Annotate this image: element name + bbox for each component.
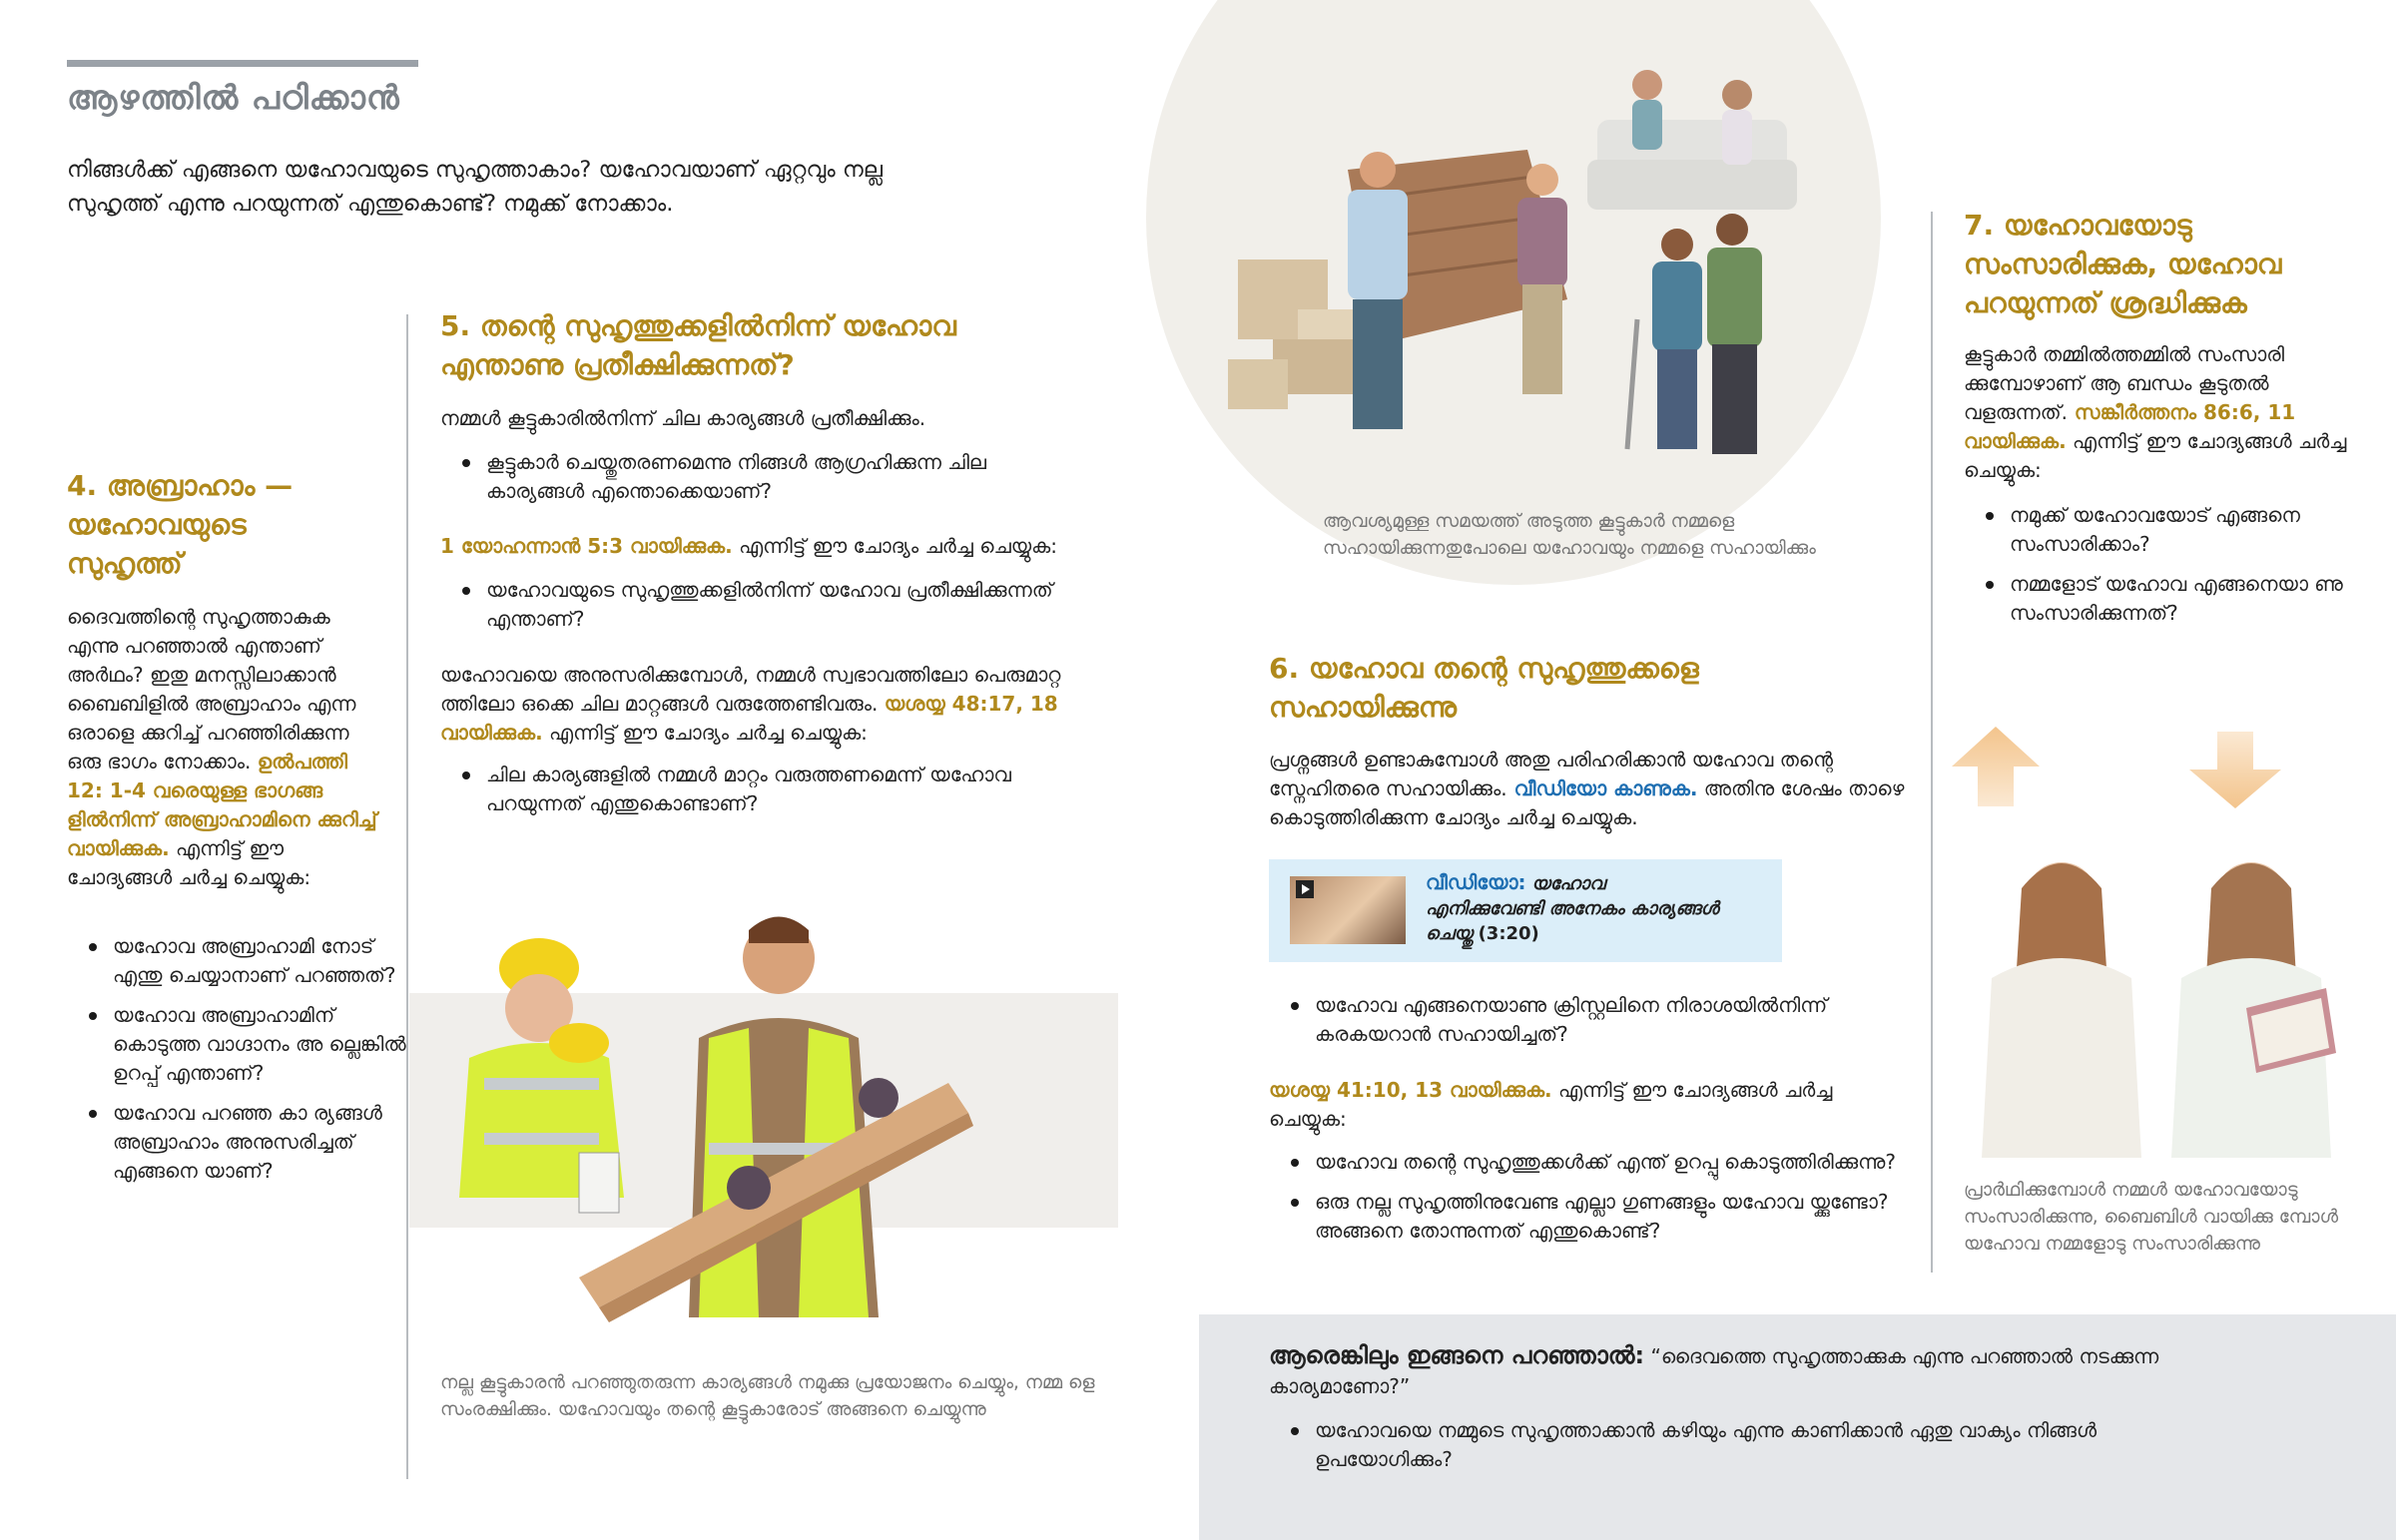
section7-paragraph xyxy=(1964,340,2348,485)
section5-question-list xyxy=(440,576,1085,645)
instruction-text: എന്നിട്ട് ഈ ചോദ്യം ചർച്ച ചെയ്യുക: xyxy=(732,534,1057,558)
section6-reference-link[interactable]: യശയ്യ 41:10, 13 വായിക്കുക. xyxy=(1269,1078,1552,1102)
play-icon[interactable] xyxy=(1296,880,1314,898)
section5-question-list xyxy=(440,761,1105,829)
section6-instruction xyxy=(1269,1076,1908,1134)
friends-helping-illustration xyxy=(1228,60,1847,479)
list-item: യഹോവ അബ്രാഹാമി നോട് എന്തു ചെയ്യാനാണ് പറഞ്ഞത്? xyxy=(113,932,412,990)
list-item: യഹോവ അബ്രാഹാമിന് കൊടുത്ത വാഗ്ദാനം അ ല്ലെങ്കിൽ ഉറപ്പ് എന്താണ്? xyxy=(113,1001,412,1088)
list-item: കൂട്ടുകാർ ചെയ്തുതരണമെന്നു നിങ്ങൾ ആഗ്രഹിക്കുന്ന ചില കാര്യങ്ങൾ എന്തൊക്കെയാണ്? xyxy=(486,448,1085,506)
column-divider xyxy=(406,314,408,1479)
section6-paragraph xyxy=(1269,746,1928,832)
section5-title: 5. തന്റെ സുഹൃത്തുക്കളിൽനിന്ന് യഹോവ എന്താണു പ്രതീക്ഷിക്കുന്നത്? xyxy=(440,309,956,381)
list-item: യഹോവ എങ്ങനെയാണു ക്രിസ്റ്റലിനെ നിരാശയിൽനിന്ന് കരകയറാൻ സഹായിച്ചത്? xyxy=(1315,991,1914,1049)
section5-body: യഹോവയെ അനുസരിക്കുമ്പോൾ, നമ്മൾ സ്വഭാവത്തിലോ പെരുമാറ്റ ത്തിലോ ഒക്കെ ചില മാറ്റങ്ങൾ വരുത്തേണ്ടിവരും. xyxy=(440,663,1061,716)
list-item: യഹോവ പറഞ്ഞ കാ ര്യങ്ങൾ അബ്രാഹാം അനുസരിച്ചത് എങ്ങനെ യാണ്? xyxy=(113,1099,412,1186)
section7-title: 7. യഹോവയോടു സംസാരിക്കുക, യഹോവ പറയുന്നത് ശ്രദ്ധിക്കുക xyxy=(1964,209,2282,319)
section6-instruction: അതിനു ശേഷം താഴെ കൊടുത്തിരിക്കുന്ന ചോദ്യം ചർച്ച ചെയ്യുക. xyxy=(1269,776,1905,829)
list-item: നമുക്ക് യഹോവയോട് എങ്ങനെ സംസാരിക്കാം? xyxy=(2010,501,2354,559)
section6-body: പ്രശ്നങ്ങൾ ഉണ്ടാകുമ്പോൾ അതു പരിഹരിക്കാൻ യഹോവ തന്റെ സ്നേഹിതരെ സഹായിക്കും. xyxy=(1269,748,1833,800)
section4-body xyxy=(67,603,382,892)
discussion-question-list xyxy=(1269,1416,2213,1485)
list-item: നമ്മളോട് യഹോവ എങ്ങനെയാ ണു സംസാരിക്കുന്നത്? xyxy=(2010,570,2354,628)
section5-paragraph xyxy=(440,661,1119,748)
section6-question-list xyxy=(1269,1148,1914,1257)
video-label: വീഡിയോ: xyxy=(1426,870,1526,894)
discussion-lead: ആരെങ്കിലും ഇങ്ങനെ പറഞ്ഞാൽ: xyxy=(1269,1341,1645,1369)
section5-question-list xyxy=(440,448,1085,517)
workers-illustration xyxy=(409,898,1128,1337)
list-item: യഹോവയുടെ സുഹൃത്തുക്കളിൽനിന്ന് യഹോവ പ്രതീക്ഷിക്കുന്നത് എന്താണ്? xyxy=(486,576,1085,634)
section4-instruction: എന്നിട്ട് ഈ ചോദ്യങ്ങൾ ചർച്ച ചെയ്യുക: xyxy=(67,836,311,889)
list-item: ചില കാര്യങ്ങളിൽ നമ്മൾ മാറ്റം വരുത്തണമെന്ന് യഹോവ പറയുന്നത് എന്തുകൊണ്ടാണ്? xyxy=(486,761,1105,818)
arrow-up-icon xyxy=(1952,727,2040,806)
section7-body: കൂട്ടുകാർ തമ്മിൽത്തമ്മിൽ സംസാരി ക്കുമ്പോഴാണ് ആ ബന്ധം കൂടുതൽ വളരുന്നത്. xyxy=(1964,342,2285,424)
header-rule xyxy=(67,60,418,67)
section4-title: 4. അബ്രാഹാം —യഹോവയുടെ സുഹൃത്ത് xyxy=(67,469,294,580)
section6-title: 6. യഹോവ തന്റെ സുഹൃത്തുക്കളെ സഹായിക്കുന്നു xyxy=(1269,652,1699,724)
section7-reference-link[interactable]: സങ്കീർത്തനം 86:6, 11 വായിക്കുക. xyxy=(1964,400,2296,453)
list-item: ഒരു നല്ല സുഹൃത്തിനുവേണ്ട എല്ലാ ഗുണങ്ങളും യഹോവ യ്ക്കുണ്ടോ? അങ്ങനെ തോന്നുന്നത് എന്തുകൊണ്ട്? xyxy=(1315,1188,1914,1246)
prayer-and-reading-illustration xyxy=(1982,828,2351,1168)
section4-reference-link[interactable]: ഉൽപത്തി 12: 1-4 വരെയുള്ള ഭാഗങ്ങ ളിൽനിന്ന് അബ്രാഹാമിനെ ക്കുറിച്ച് വായിക്കുക. xyxy=(67,750,377,860)
top-image-caption: ആവശ്യമുള്ള സമയത്ത് അടുത്ത കൂട്ടുകാർ നമ്മളെ സഹായിക്കുന്നതുപോലെ യഹോവയും നമ്മളെ സഹായിക്കും xyxy=(1323,511,1816,559)
section7-image-caption: പ്രാർഥിക്കുമ്പോൾ നമ്മൾ യഹോവയോടു സംസാരിക്കുന്നു, ബൈബിൾ വായിക്കു മ്പോൾ യഹോവ നമ്മളോടു സംസാരിക്കുന്നു xyxy=(1964,1180,2339,1255)
section4-text: ദൈവത്തിന്റെ സുഹൃത്താകുക എന്നു പറഞ്ഞാൽ എന്താണ് അർഥം? ഇതു മനസ്സിലാക്കാൻ ബൈബിളിൽ അബ്രാഹാം എന്ന ഒരാളെ ക്കുറിച്ച് പറഞ്ഞിരിക്കുന്ന ഒരു ഭാഗം നോക്കാം. xyxy=(67,605,356,773)
section6-question-list xyxy=(1269,991,1914,1060)
watch-video-link[interactable]: വീഡിയോ കാണുക. xyxy=(1506,776,1698,800)
list-item: യഹോവയെ നമ്മുടെ സുഹൃത്താക്കാൻ കഴിയും എന്നു കാണിക്കാൻ ഏതു വാക്യം നിങ്ങൾ ഉപയോഗിക്കും? xyxy=(1315,1416,2213,1474)
section5-reference-link[interactable]: യശയ്യ 48:17, 18 വായിക്കുക. xyxy=(440,692,1058,745)
intro-text: നിങ്ങൾക്ക് എങ്ങനെ യഹോവയുടെ സുഹൃത്താകാം? യഹോവയാണ് ഏറ്റവും നല്ല സുഹൃത്ത് എന്നു പറയുന്നത് എന്തുകൊണ്ട്? നമുക്ക് നോക്കാം. xyxy=(67,157,883,217)
list-item: യഹോവ തന്റെ സുഹൃത്തുക്കൾക്ക് എന്ത് ഉറപ്പു കൊടുത്തിരിക്കുന്നു? xyxy=(1315,1148,1914,1177)
page-title: ആഴത്തിൽ പഠിക്കാൻ xyxy=(67,78,400,117)
section4-questions xyxy=(67,932,412,1197)
section5-reference-link[interactable]: 1 യോഹന്നാൻ 5:3 വായിക്കുക. xyxy=(440,534,733,558)
instruction-text: എന്നിട്ട് ഈ ചോദ്യങ്ങൾ ചർച്ച ചെയ്യുക: xyxy=(1269,1078,1833,1131)
video-info[interactable] xyxy=(1426,870,1725,946)
column-divider xyxy=(1931,212,1933,1273)
discussion-quote: “ദൈവത്തെ സുഹൃത്താക്കുക എന്നു പറഞ്ഞാൽ നടക്കുന്ന കാര്യമാണോ?” xyxy=(1269,1344,2159,1398)
video-duration: (3:20) xyxy=(1478,923,1539,944)
section5-instruction-1 xyxy=(440,532,1129,561)
arrow-down-icon xyxy=(2189,732,2281,808)
instruction-text: എന്നിട്ട് ഈ ചോദ്യങ്ങൾ ചർച്ച ചെയ്യുക: xyxy=(1964,429,2347,482)
video-title: യഹോവ എനിക്കുവേണ്ടി അനേകം കാര്യങ്ങൾ ചെയ്തു xyxy=(1426,873,1719,944)
section5-image-caption: നല്ല കൂട്ടുകാരൻ പറഞ്ഞുതരുന്ന കാര്യങ്ങൾ നമുക്കു പ്രയോജനം ചെയ്യും, നമ്മ ളെ സംരക്ഷിക്കും. യഹോവയും തന്റെ കൂട്ടുകാരോട് അങ്ങനെ ചെയ്യുന്നു xyxy=(440,1372,1095,1420)
section7-question-list xyxy=(1964,501,2354,639)
discussion-prompt xyxy=(1269,1340,2267,1401)
section5-intro: നമ്മൾ കൂട്ടുകാരിൽനിന്ന് ചില കാര്യങ്ങൾ പ്രതീക്ഷിക്കും. xyxy=(440,406,926,430)
instruction-text: എന്നിട്ട് ഈ ചോദ്യം ചർച്ച ചെയ്യുക: xyxy=(542,721,868,745)
